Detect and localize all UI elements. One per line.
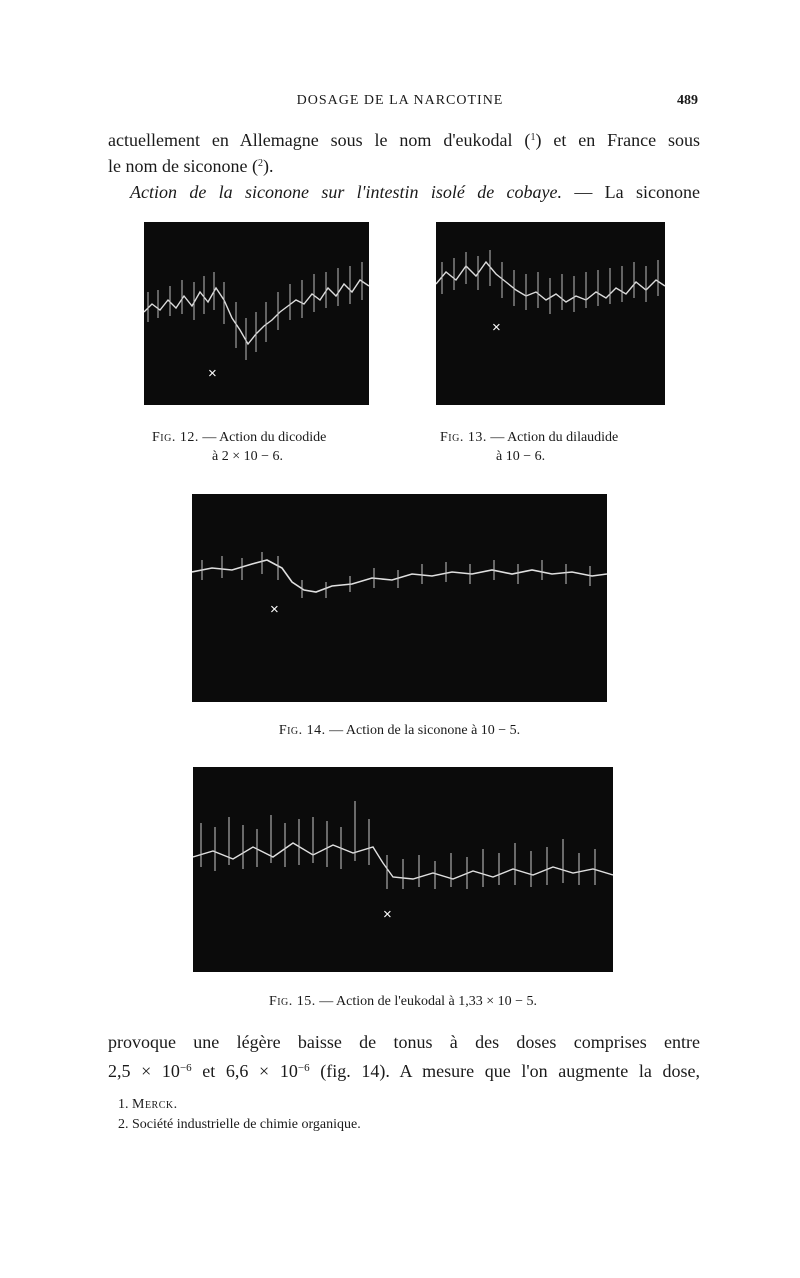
intro-line-3: Action de la siconone sur l'intestin isolé de cobaye. — La siconone <box>130 182 700 202</box>
figure-15-caption: Fig. 15. — Action de l'eukodal à 1,33 × 10 − 5. <box>268 994 538 1009</box>
footnote-2: 2. Société industrielle de chimie organique. <box>118 1117 361 1132</box>
body-paragraph <box>108 1029 700 1084</box>
footnote-ref-2: 2 <box>257 158 263 169</box>
figure-12-caption: Fig. 12. — Action du dicodide à 2 × 10 − 6. <box>152 430 327 464</box>
dose-marker: × <box>208 365 217 382</box>
running-header: DOSAGE DE LA NARCOTINE <box>296 93 504 108</box>
footnotes <box>118 1095 361 1135</box>
figure-14-tracing <box>192 494 607 702</box>
body-line-2: $2,5 \times 10^{-6}$ et $6,6 \times 10^{-6}$ (fig. 14). A mesure que l'on augmente la dose, <box>108 1061 700 1081</box>
figure-13-caption: Fig. 13. — Action du dilaudide à 10 − 6. <box>440 430 619 464</box>
intro-line-1: actuellement en Allemagne sous le nom d'eukodal ($^1$) et en France sous <box>108 130 700 150</box>
figure-14-caption: Fig. 14. — Action de la siconone à 10 − 5. <box>278 723 521 738</box>
footnote-1: 1. Merck. <box>118 1097 178 1112</box>
figure-15-tracing <box>193 767 613 972</box>
dose-marker: × <box>383 906 392 923</box>
intro-paragraph <box>108 127 700 205</box>
dose-marker: × <box>270 601 279 618</box>
figure-13-tracing <box>436 222 665 405</box>
footnote-ref-1: 1 <box>530 132 536 143</box>
page-number: 489 <box>677 93 698 108</box>
body-line-1: provoque une légère baisse de tonus à des doses comprises entre <box>108 1032 700 1052</box>
dose-marker: × <box>492 319 501 336</box>
figure-12-tracing <box>144 222 369 405</box>
intro-line-2: le nom de siconone ($^2$). <box>108 156 274 176</box>
